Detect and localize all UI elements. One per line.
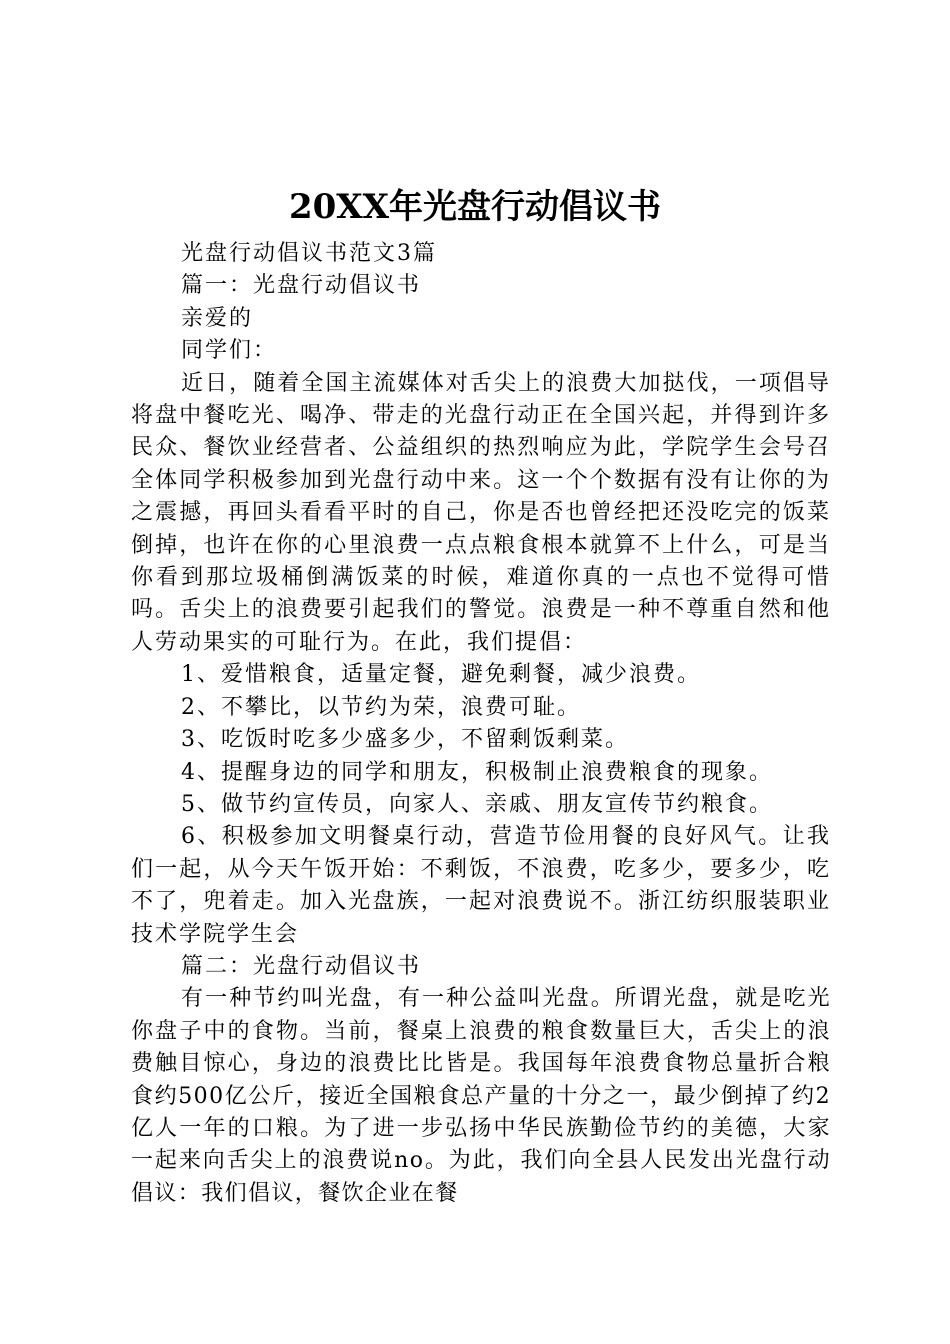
- paragraph-item-4: 4、提醒身边的同学和朋友，积极制止浪费粮食的现象。: [181, 759, 773, 785]
- paragraph-body: 近日，随着全国主流媒体对舌尖上的浪费大加挞伐，一项倡导将盘中餐吃光、喝净、带走的光盘行动正在全国兴起，并得到许多民众、餐饮业经营者、公益组织的热烈响应为此，学院学生会号召全体同学积极参加到光盘行动中来。这一个个数据有没有让你的为之震撼，再回头看看平时的自己，你是否也曾经把还没吃完的饭菜倒掉，也许在你的心里浪费一点点粮食根本就算不上什么，可是当你看到那垃圾桶倒满饭菜的时候，难道你真的一点也不觉得可惜吗。舌尖上的浪费要引起我们的警觉。浪费是一种不尊重自然和他人劳动果实的可耻行为。在此，我们提倡：: [131, 370, 831, 655]
- paragraph-salutation-continued: 同学们：: [181, 338, 278, 364]
- document-body: [131, 238, 831, 1210]
- paragraph-item-6: 6、积极参加文明餐桌行动，营造节俭用餐的良好风气。让我们一起，从今天午饭开始：不剩饭，不浪费，吃多少，要多少，吃不了，兜着走。加入光盘族，一起对浪费说不。浙江纺织服装职业技术学院学生会: [131, 824, 831, 947]
- paragraph-item-3: 3、吃饭时吃多少盛多少，不留剩饭剩菜。: [181, 727, 629, 753]
- paragraph-item-2: 2、不攀比，以节约为荣，浪费可耻。: [181, 694, 581, 720]
- paragraph-subtitle: 光盘行动倡议书范文3篇: [181, 241, 437, 266]
- paragraph-salutation: 亲爱的: [181, 305, 254, 331]
- paragraph-body: 有一种节约叫光盘，有一种公益叫光盘。所谓光盘，就是吃光你盘子中的食物。当前，餐桌上浪费的粮食数量巨大，舌尖上的浪费触目惊心，身边的浪费比比皆是。我国每年浪费食物总量折合粮食约500亿公斤，接近全国粮食总产量的十分之一，最少倒掉了约2亿人一年的口粮。为了进一步弘扬中华民族勤俭节约的美德，大家一起来向舌尖上的浪费说no。为此，我们向全县人民发出光盘行动倡议：我们倡议，餐饮企业在餐: [131, 986, 831, 1206]
- paragraph-section-one-heading: 篇一：光盘行动倡议书: [181, 273, 422, 299]
- paragraph-item-5: 5、做节约宣传员，向家人、亲戚、朋友宣传节约粮食。: [181, 791, 773, 817]
- paragraph-item-1: 1、爱惜粮食，适量定餐，避免剩餐，减少浪费。: [181, 662, 701, 688]
- document-title: 20XX年光盘行动倡议书: [288, 187, 662, 227]
- paragraph-section-two-heading: 篇二：光盘行动倡议书: [181, 953, 422, 979]
